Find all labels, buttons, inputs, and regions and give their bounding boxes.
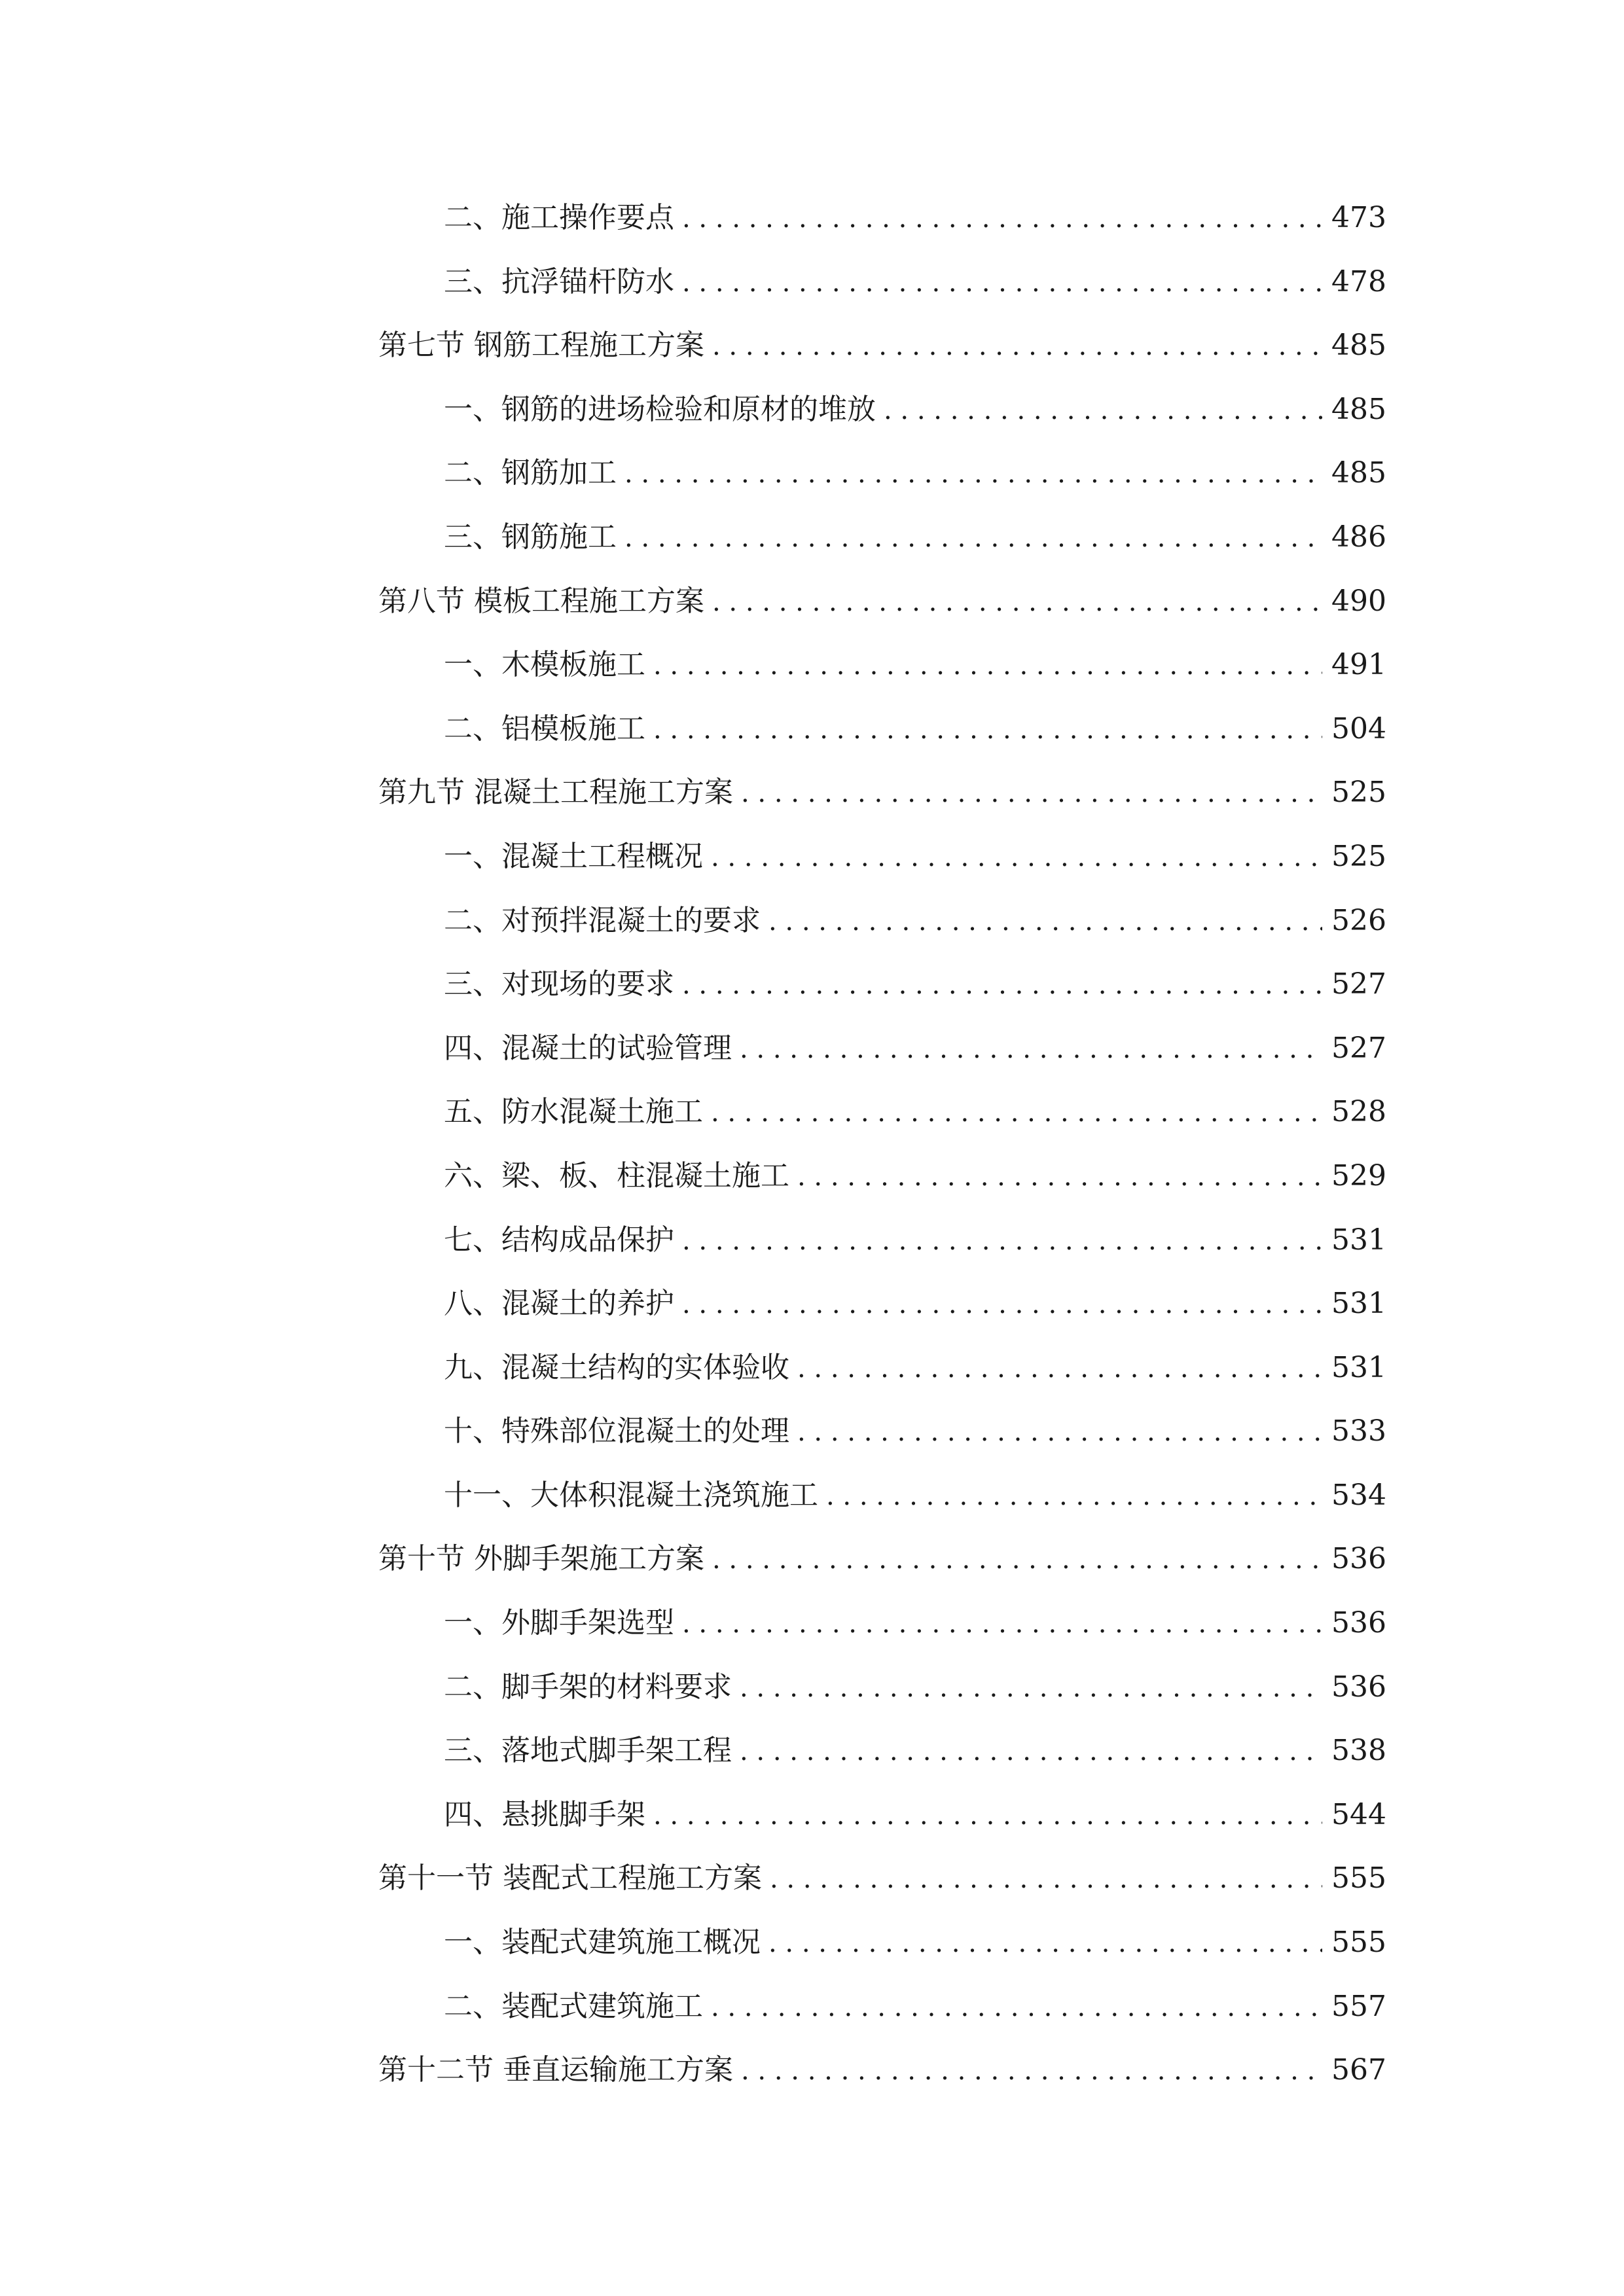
toc-entry-title: 一、装配式建筑施工概况 <box>444 1926 761 1960</box>
toc-dot-leader <box>653 633 1322 698</box>
toc-entry[interactable] <box>378 1591 1386 1655</box>
toc-entry-title: 第九节 混凝土工程施工方案 <box>378 776 733 810</box>
toc-entry[interactable] <box>378 250 1386 314</box>
toc-entry-page: 526 <box>1331 903 1386 937</box>
toc-entry[interactable] <box>378 1080 1386 1144</box>
toc-entry-title: 一、外脚手架选型 <box>444 1606 674 1640</box>
toc-entry-title: 一、木模板施工 <box>444 648 645 682</box>
toc-entry[interactable] <box>378 505 1386 569</box>
toc-entry-page: 491 <box>1331 648 1386 682</box>
toc-entry-title: 三、抗浮锚杆防水 <box>444 264 674 298</box>
toc-dot-leader <box>712 569 1322 635</box>
toc-dot-leader <box>682 1591 1322 1657</box>
toc-entry[interactable] <box>378 186 1386 250</box>
toc-entry-page: 534 <box>1331 1478 1386 1512</box>
toc-entry[interactable] <box>378 1975 1386 2039</box>
toc-dot-leader <box>624 505 1322 571</box>
toc-entry[interactable] <box>378 441 1386 505</box>
toc-dot-leader <box>740 1655 1322 1721</box>
toc-dot-leader <box>682 1272 1322 1337</box>
toc-entry-page: 485 <box>1331 329 1386 363</box>
toc-entry-title: 二、装配式建筑施工 <box>444 1989 703 2023</box>
toc-entry-page: 555 <box>1331 1861 1386 1895</box>
toc-dot-leader <box>740 1719 1322 1784</box>
toc-entry-page: 557 <box>1331 1989 1386 2023</box>
toc-entry-title: 九、混凝土结构的实体验收 <box>444 1350 789 1384</box>
toc-dot-leader <box>682 186 1322 251</box>
toc-entry-title: 第十二节 垂直运输施工方案 <box>378 2053 733 2087</box>
toc-dot-leader <box>624 441 1322 507</box>
toc-dot-leader <box>682 952 1322 1018</box>
toc-entry-title: 五、防水混凝土施工 <box>444 1095 703 1129</box>
toc-entry-page: 555 <box>1331 1926 1386 1960</box>
toc-entry-page: 536 <box>1331 1606 1386 1640</box>
toc-entry-page: 486 <box>1331 520 1386 554</box>
toc-entry[interactable] <box>378 1399 1386 1463</box>
toc-entry-title: 一、混凝土工程概况 <box>444 839 703 873</box>
toc-dot-leader <box>711 1080 1322 1145</box>
toc-entry-title: 二、施工操作要点 <box>444 201 674 234</box>
toc-entry-title: 三、钢筋施工 <box>444 520 617 554</box>
toc-entry-page: 485 <box>1331 456 1386 490</box>
toc-dot-leader <box>797 1399 1322 1465</box>
toc-dot-leader <box>797 1336 1322 1401</box>
toc-dot-leader <box>653 697 1322 762</box>
toc-entry-page: 504 <box>1331 711 1386 745</box>
toc-entry-title: 六、梁、板、柱混凝土施工 <box>444 1158 789 1193</box>
toc-entry[interactable] <box>378 378 1386 442</box>
toc-entry-title: 第十节 外脚手架施工方案 <box>378 1542 704 1576</box>
toc-dot-leader <box>826 1463 1322 1529</box>
toc-section-entry[interactable] <box>378 569 1386 634</box>
toc-entry[interactable] <box>378 825 1386 889</box>
toc-dot-leader <box>712 1527 1322 1592</box>
toc-entry-title: 二、铝模板施工 <box>444 711 645 745</box>
toc-entry[interactable] <box>378 1144 1386 1208</box>
toc-dot-leader <box>741 761 1322 826</box>
toc-entry-title: 第八节 模板工程施工方案 <box>378 584 704 618</box>
toc-entry-title: 七、结构成品保护 <box>444 1223 674 1257</box>
toc-entry-title: 十一、大体积混凝土浇筑施工 <box>444 1478 818 1512</box>
toc-entry-page: 473 <box>1331 201 1386 234</box>
toc-entry-page: 525 <box>1331 776 1386 810</box>
toc-entry-page: 538 <box>1331 1734 1386 1768</box>
toc-dot-leader <box>884 378 1322 443</box>
toc-entry-page: 527 <box>1331 967 1386 1001</box>
toc-entry-page: 531 <box>1331 1223 1386 1257</box>
toc-entry-title: 二、对预拌混凝土的要求 <box>444 903 761 937</box>
toc-section-entry[interactable] <box>378 314 1386 378</box>
toc-entry-page: 528 <box>1331 1095 1386 1129</box>
toc-entry-page: 478 <box>1331 264 1386 298</box>
toc-dot-leader <box>740 1016 1322 1082</box>
toc-entry-title: 八、混凝土的养护 <box>444 1287 674 1321</box>
toc-entry-title: 四、混凝土的试验管理 <box>444 1031 732 1065</box>
toc-section-entry[interactable] <box>378 2038 1386 2102</box>
toc-entry[interactable] <box>378 1016 1386 1081</box>
toc-entry[interactable] <box>378 952 1386 1016</box>
toc-entry-page: 529 <box>1331 1158 1386 1193</box>
toc-entry[interactable] <box>378 633 1386 697</box>
toc-dot-leader <box>768 1910 1322 1976</box>
toc-entry[interactable] <box>378 1463 1386 1528</box>
toc-entry-page: 525 <box>1331 839 1386 873</box>
toc-entry-page: 490 <box>1331 584 1386 618</box>
toc-entry-page: 527 <box>1331 1031 1386 1065</box>
toc-entry-page: 485 <box>1331 392 1386 426</box>
toc-entry[interactable] <box>378 697 1386 761</box>
toc-section-entry[interactable] <box>378 1846 1386 1910</box>
toc-entry-title: 第七节 钢筋工程施工方案 <box>378 329 704 363</box>
toc-entry-title: 三、落地式脚手架工程 <box>444 1734 732 1768</box>
toc-entry-title: 一、钢筋的进场检验和原材的堆放 <box>444 392 876 426</box>
toc-entry-title: 三、对现场的要求 <box>444 967 674 1001</box>
toc-entry-page: 531 <box>1331 1287 1386 1321</box>
toc-dot-leader <box>770 1846 1322 1912</box>
toc-section-entry[interactable] <box>378 1527 1386 1591</box>
toc-entry[interactable] <box>378 889 1386 953</box>
toc-entry-page: 536 <box>1331 1670 1386 1704</box>
toc-section-entry[interactable] <box>378 761 1386 825</box>
toc-dot-leader <box>711 825 1322 890</box>
toc-entry-page: 533 <box>1331 1414 1386 1448</box>
toc-entry-title: 第十一节 装配式工程施工方案 <box>378 1861 762 1895</box>
toc-entry[interactable] <box>378 1272 1386 1336</box>
toc-entry[interactable] <box>378 1655 1386 1719</box>
toc-dot-leader <box>682 250 1322 315</box>
toc-entry-title: 四、悬挑脚手架 <box>444 1797 645 1831</box>
toc-dot-leader <box>797 1144 1322 1210</box>
toc-entry[interactable] <box>378 1783 1386 1847</box>
toc-entry-title: 二、钢筋加工 <box>444 456 617 490</box>
toc-dot-leader <box>653 1783 1322 1848</box>
toc-dot-leader <box>741 2038 1322 2104</box>
toc-entry-page: 567 <box>1331 2053 1386 2087</box>
toc-entry[interactable] <box>378 1208 1386 1272</box>
toc-entry[interactable] <box>378 1336 1386 1400</box>
toc-dot-leader <box>712 314 1322 379</box>
toc-dot-leader <box>682 1208 1322 1274</box>
toc-entry-page: 531 <box>1331 1350 1386 1384</box>
toc-entry[interactable] <box>378 1719 1386 1783</box>
toc-entry-page: 544 <box>1331 1797 1386 1831</box>
table-of-contents <box>378 186 1386 2102</box>
toc-entry-title: 二、脚手架的材料要求 <box>444 1670 732 1704</box>
toc-dot-leader <box>768 889 1322 954</box>
toc-dot-leader <box>711 1975 1322 2040</box>
toc-entry-title: 十、特殊部位混凝土的处理 <box>444 1414 789 1448</box>
toc-entry[interactable] <box>378 1910 1386 1975</box>
toc-entry-page: 536 <box>1331 1542 1386 1576</box>
